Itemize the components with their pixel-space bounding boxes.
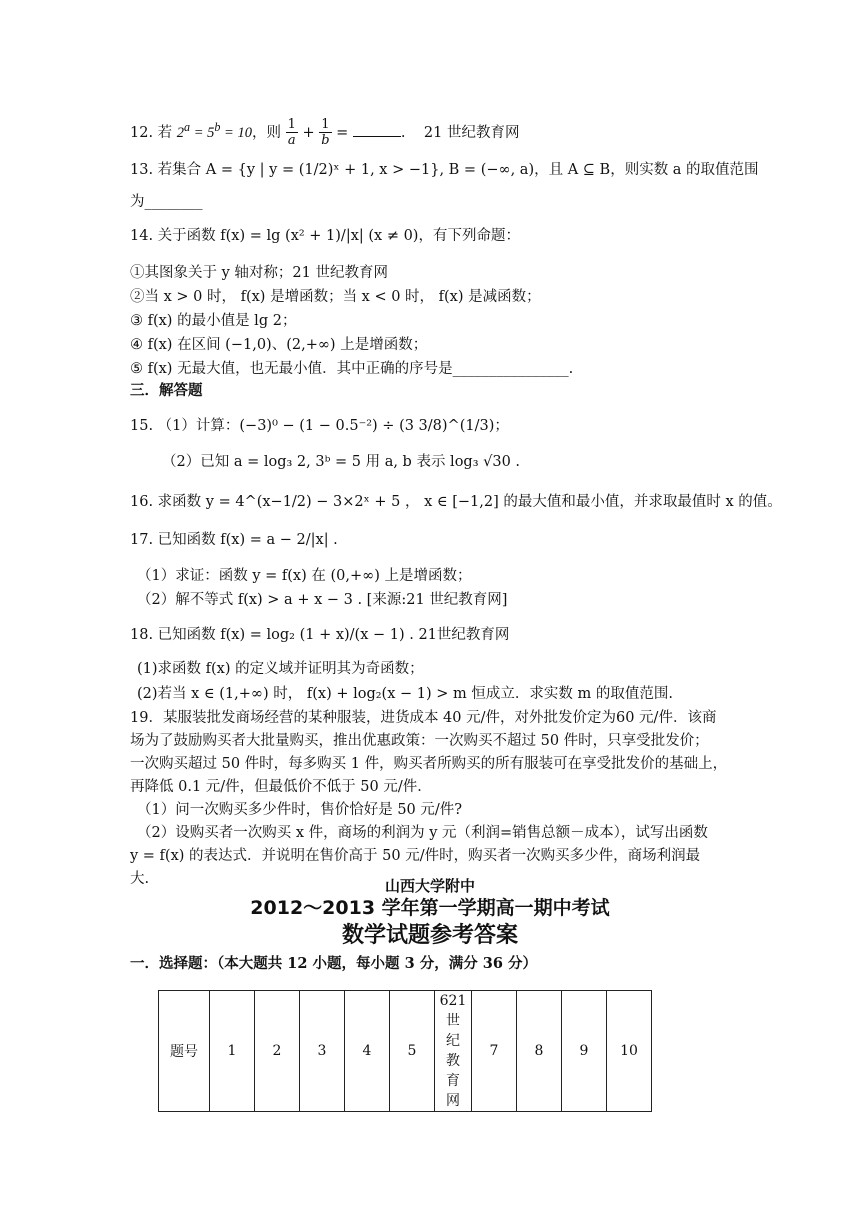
problem-19-question1: （1）问一次购买多少件时，售价恰好是 50 元/件? [137, 802, 463, 818]
table-header-cell: 题号 [159, 991, 210, 1112]
problem-19-question2-line1: （2）设购买者一次购买 x 件，商场的利润为 y 元（利润=销售总额－成本），试写出函数 [137, 825, 708, 841]
problem-19-question2-line2: y = f(x) 的表达式．并说明在售价高于 50 元/件时，购买者一次购买多少件，商场利润最 [130, 848, 701, 864]
problem-19-line2: 场为了鼓励购买者大批量购买，推出优惠政策：一次购买不超过 50 件时，只享受批发价； [130, 733, 709, 749]
problem-12: 12. 若 $2^a = 5^b = 10$，则 $\frac{1}{a}$ + $\frac{1}{b}$ = . 21 世纪教育网 [130, 117, 520, 149]
problem-16: 16. 求函数 y = 4^(x−1/2) − 3×2ˣ + 5 ， x ∈ [−1,2] 的最大值和最小值，并求取最值时 x 的值。 [130, 494, 782, 510]
problem-15-part1: 15. （1）计算：(−3)⁰ − (1 − 0.5⁻²) ÷ (3 3/8)^(1/3)； [130, 418, 509, 434]
problem-17-part2: （2）解不等式 f(x) > a + x − 3 . [来源:21 世纪教育网] [137, 592, 508, 608]
problem-15-part2: （2）已知 a = log₃ 2, 3ᵇ = 5 用 a, b 表示 log₃ √30 . [162, 454, 521, 470]
table-cell: 5 [390, 991, 435, 1112]
table-cell: 10 [607, 991, 652, 1112]
problem-13-line2: 为________ [130, 194, 203, 210]
problem-17: 17. 已知函数 f(x) = a − 2/|x| . [130, 532, 338, 548]
table-cell-watermark [435, 991, 472, 1112]
problem-14-item1: ①其图象关于 y 轴对称；21 世纪教育网 [130, 265, 388, 281]
table-cell: 2 [255, 991, 300, 1112]
problem-18: 18. 已知函数 f(x) = log₂ (1 + x)/(x − 1) . 21世纪教育网 [130, 627, 510, 643]
cell-line: 育 [446, 1073, 460, 1089]
school-name: 山西大学附中 [384, 877, 475, 895]
cell-line: 世 [446, 1013, 460, 1029]
problem-19-line1: 19．某服装批发商场经营的某种服装，进货成本 40 元/件，对外批发价定为60 元/件．该商 [130, 710, 717, 726]
problem-14-item4: ④ f(x) 在区间 (−1,0)、(2,+∞) 上是增函数； [130, 337, 428, 353]
problem-19-question2-line3: 大. [130, 871, 150, 887]
answer-title: 数学试题参考答案 [341, 923, 518, 948]
problem-19-line4: 再降低 0.1 元/件，但最低价不低于 50 元/件． [130, 779, 432, 795]
table-cell: 9 [562, 991, 607, 1112]
cell-line: 网 [446, 1093, 460, 1109]
cell-line: 教 [446, 1053, 460, 1069]
answer-table [158, 990, 652, 1112]
problem-18-part1: (1)求函数 f(x) 的定义域并证明其为奇函数； [137, 661, 424, 677]
problem-14-item3: ③ f(x) 的最小值是 lg 2； [130, 313, 297, 329]
table-cell: 4 [345, 991, 390, 1112]
exam-title: 2012～2013 学年第一学期高一期中考试 [250, 897, 610, 919]
section-3-heading: 三．解答题 [130, 382, 203, 399]
cell-line: 621 [439, 993, 467, 1009]
table-cell: 8 [517, 991, 562, 1112]
table-row [159, 991, 652, 1112]
table-cell: 7 [472, 991, 517, 1112]
problem-14-head: 14. 关于函数 f(x) = lg (x² + 1)/|x| (x ≠ 0)，有下列命题： [130, 228, 520, 244]
problem-18-part2: (2)若当 x ∈ (1,+∞) 时， f(x) + log₂(x − 1) > m 恒成立．求实数 m 的取值范围. [137, 686, 673, 702]
section-1-heading: 一．选择题：（本大题共 12 小题，每小题 3 分，满分 36 分） [130, 955, 537, 972]
problem-14-item2: ②当 x > 0 时， f(x) 是增函数；当 x < 0 时， f(x) 是减函数； [130, 289, 541, 305]
problem-19-line3: 一次购买超过 50 件时，每多购买 1 件，购买者所购买的所有服装可在享受批发价的基础上， [130, 756, 728, 772]
problem-14-item5: ⑤ f(x) 无最大值，也无最小值．其中正确的序号是________________. [130, 361, 574, 377]
cell-line: 纪 [446, 1033, 460, 1049]
problem-17-part1: （1）求证：函数 y = f(x) 在 (0,+∞) 上是增函数； [137, 568, 472, 584]
table-cell: 1 [210, 991, 255, 1112]
problem-13-line1: 13. 若集合 A = {y | y = (1/2)ˣ + 1, x > −1}, B = (−∞, a)，且 A ⊆ B，则实数 a 的取值范围 [130, 162, 759, 178]
table-cell: 3 [300, 991, 345, 1112]
